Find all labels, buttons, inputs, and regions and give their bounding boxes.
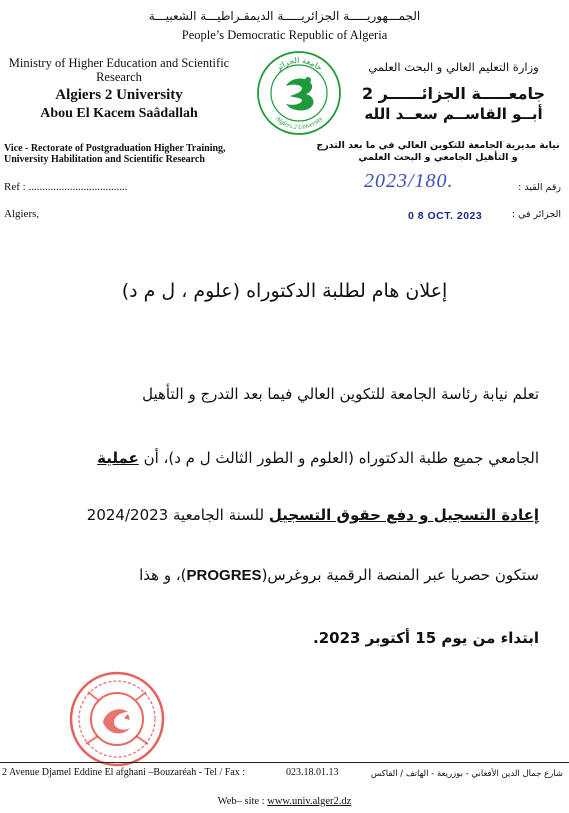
reference-line: Ref : .................................... [4, 181, 128, 193]
announcement-line-5: ابتداء من يوم 15 أكتوبر 2023. [313, 629, 539, 647]
registration-number-label: رقم القيد : [518, 182, 561, 193]
official-stamp [68, 670, 166, 768]
announcement-line-1: تعلم نيابة رئاسة الجامعة للتكوين العالي فيما بعد التدرج و التأهيل [142, 385, 539, 403]
logo-text-arabic: جامعة الجزائر [273, 55, 325, 73]
university-header-english [4, 56, 234, 122]
announcement-line-4 [139, 566, 539, 584]
university-subname-arabic: أبــو القاســم سعــد الله [364, 105, 543, 123]
vice-rectorate-arabic: نيابة مديرية الجامعة للتكوين العالي في ما بعد التدرج و التأهيل الجامعي و البحث العلمي [316, 140, 560, 163]
announcement-line-2-text: الجامعي جميع طلبة الدكتوراه (العلوم و الطور الثالث ل م د)، أن [138, 449, 539, 467]
svg-text:Algiers 2 University [273, 115, 324, 131]
announcement-line-3 [87, 506, 539, 524]
announcement-line-2 [97, 449, 539, 467]
announcement-line-3-emphasis: إعادة التسجيل و دفع حقوق التسجيل [268, 506, 539, 524]
footer-website [0, 796, 569, 807]
announcement-line-3-text: للسنة الجامعية 2024/2023 [86, 506, 269, 524]
announcement-line-2-emphasis: عملية [97, 449, 139, 467]
announcement-line-4-end: )، و هذا [139, 566, 187, 584]
footer-address-arabic: شارع جمال الدين الأفغاني - بوزريعة - الهاتف / الفاكس [370, 769, 563, 779]
date-stamp-value: 0 8 OCT. 2023 [408, 210, 483, 222]
announcement-line-4-progres: PROGRES [186, 567, 262, 584]
website-link[interactable]: www.univ.alger2.dz [267, 796, 352, 807]
website-label: Web– site : [217, 796, 265, 807]
university-name-english: Algiers 2 University [55, 87, 183, 103]
svg-text:جامعة الجزائر [273, 56, 324, 73]
announcement-title: إعلان هام لطلبة الدكتوراه (علوم ، ل م د) [121, 280, 448, 302]
university-subname-english: Abou El Kacem Saâdallah [40, 106, 198, 121]
footer-divider [0, 762, 569, 763]
ministry-english: Ministry of Higher Education and Scientific Research [8, 56, 230, 84]
vice-rectorate-english: Vice - Rectorate of Postgraduation Higher Training, University Habilitation and Scientific Research [4, 143, 226, 165]
logo-text-english: Algiers 2 University [274, 115, 324, 132]
date-label: الجزائر في : [511, 209, 561, 220]
ministry-arabic: وزارة التعليم العالي و البحث العلمي [368, 60, 539, 74]
university-logo [256, 50, 342, 136]
republic-english: People’s Democratic Republic of Algeria [181, 28, 388, 42]
university-name-arabic: جامعـــــة الجزائــــــر 2 [361, 84, 546, 103]
republic-arabic: الجمـــهوريـــــة الجزائريـــــة الديمقـراطيـــة الشعبيـــة [148, 9, 421, 23]
footer-address-english: 2 Avenue Djamel Eddine El afghani –Bouzaréah - Tel / Fax : [2, 767, 246, 778]
university-header-arabic [346, 60, 561, 123]
announcement-line-4-text: ستكون حصريا عبر المنصة الرقمية بروغرس( [261, 566, 539, 584]
registration-number-value: 2023/180. [364, 170, 454, 192]
footer-phone: 023.18.01.13 [286, 767, 339, 778]
city-label: Algiers, [4, 208, 40, 220]
